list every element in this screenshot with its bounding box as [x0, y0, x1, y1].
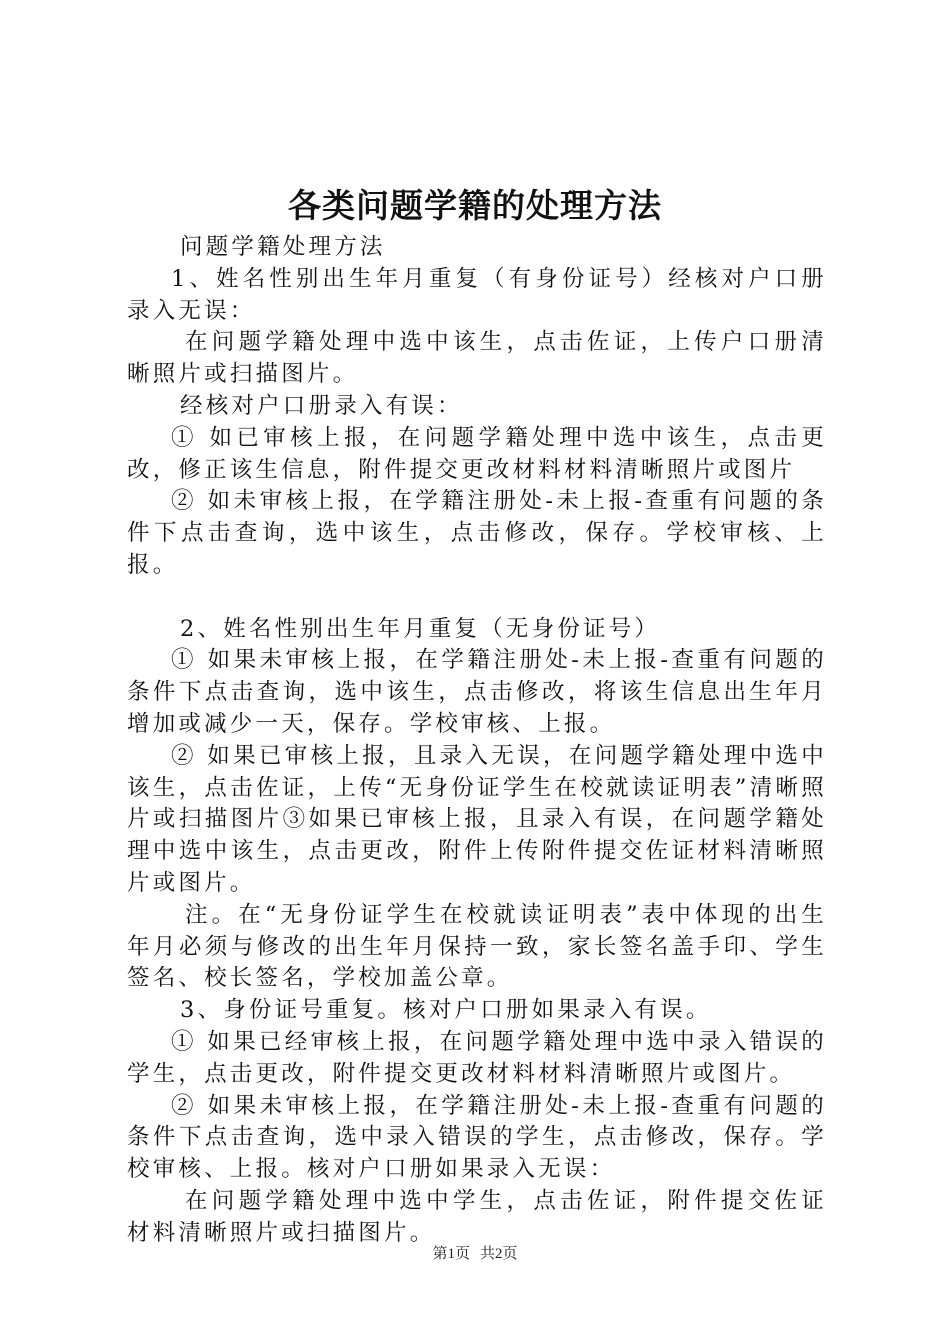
paragraph: 经核对户口册录入有误：: [180, 392, 463, 419]
paragraph: 问题学籍处理方法: [180, 234, 386, 260]
paragraph: ② 如果已审核上报，且录入无误，在问题学籍处理中选中该生，点击佐证，上传“无身份证学生在校就读证明表”清晰照片或扫描图片③如果已审核上报，且录入有误，在问题学籍处理中选中该生，点击更改，附件上传附件提交佐证材料清晰照片或图片。: [127, 742, 827, 896]
paragraph: 3、身份证号重复。核对户口册如果录入有误。: [180, 997, 712, 1024]
paragraph: 2、姓名性别出生年月重复（无身份证号）: [180, 615, 661, 642]
page-number: 第1页: [432, 1246, 470, 1262]
document-title: 各类问题学籍的处理方法: [288, 186, 662, 225]
document-body: [127, 232, 827, 1250]
page-footer: [0, 1244, 950, 1264]
page-total: 共2页: [480, 1246, 518, 1262]
paragraph: ② 如未审核上报，在学籍注册处-未上报-查重有问题的条件下点击查询，选中该生，点击修改，保存。学校审核、上报。: [127, 488, 827, 578]
paragraph: ① 如已审核上报，在问题学籍处理中选中该生，点击更改，修正该生信息，附件提交更改材料材料清晰照片或图片: [127, 424, 827, 483]
paragraph: 在问题学籍处理中选中该生，点击佐证，上传户口册清晰照片或扫描图片。: [127, 329, 827, 388]
paragraph: 注。在“无身份证学生在校就读证明表”表中体现的出生年月必须与修改的出生年月保持一致，家长签名盖手印、学生签名、校长签名，学校加盖公章。: [127, 901, 827, 992]
paragraph: ② 如果未审核上报，在学籍注册处-未上报-查重有问题的条件下点击查询，选中录入错误的学生，点击修改，保存。学校审核、上报。核对户口册如果录入无误：: [127, 1092, 827, 1183]
paragraph: 在问题学籍处理中选中学生，点击佐证，附件提交佐证材料清晰照片或扫描图片。: [127, 1187, 827, 1246]
paragraph: ① 如果未审核上报，在学籍注册处-未上报-查重有问题的条件下点击查询，选中该生，点击修改，将该生信息出生年月增加或减少一天，保存。学校审核、上报。: [127, 647, 827, 737]
paragraph: 1、姓名性别出生年月重复（有身份证号）经核对户口册录入无误：: [127, 265, 827, 324]
paragraph: ① 如果已经审核上报，在问题学籍处理中选中录入错误的学生，点击更改，附件提交更改材料材料清晰照片或图片。: [127, 1028, 827, 1087]
paragraph-spacer: [127, 582, 827, 614]
